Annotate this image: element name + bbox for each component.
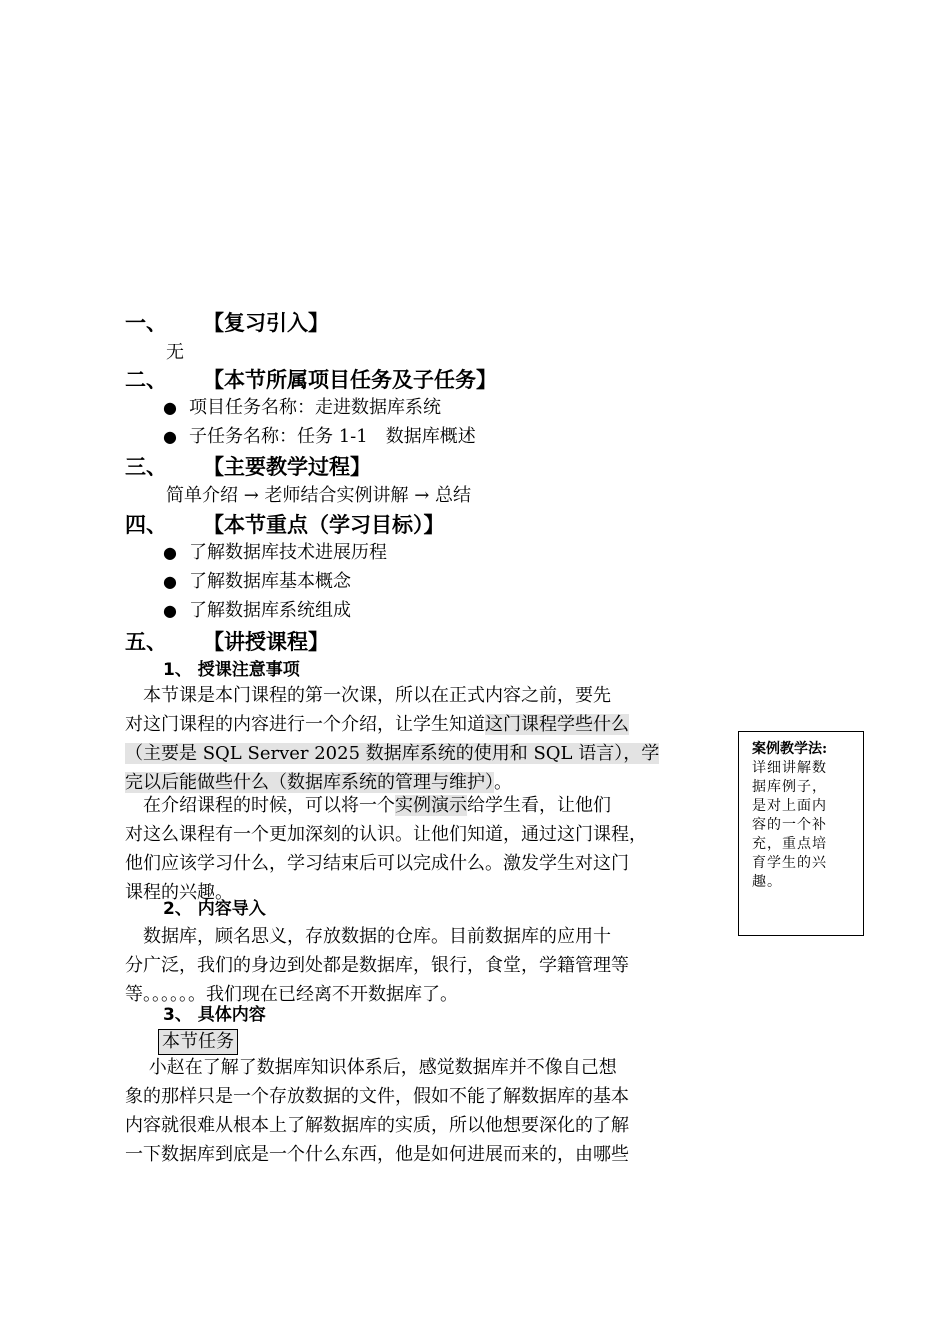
- highlighted-text: （主要是 SQL Server 2025 数据库系统的使用和 SQL 语言），学: [125, 743, 660, 764]
- section-1-body: 无: [166, 342, 184, 363]
- subsection-3-heading: 3、 具体内容: [163, 1005, 266, 1025]
- bullet-item: ● 子任务名称：任务 1-1 数据库概述: [163, 426, 476, 447]
- paragraph-2: 在介绍课程的时候，可以将一个实例演示给学生看，让他们 对这么课程有一个更加深刻的认识。让他们知道，通过这门课程， 他们应该学习什么，学习结束后可以完成什么。激发学生对这门 课程的兴趣。: [125, 795, 647, 903]
- paragraph-3: 数据库，顾名思义，存放数据的仓库。目前数据库的应用十 分广泛，我们的身边到处都是数据库，银行，食堂，学籍管理等 等。。。。。。我们现在已经离不开数据库了。: [125, 926, 629, 1005]
- section-title: 【复习引入】: [203, 311, 329, 335]
- section-number: 五、: [125, 630, 167, 654]
- section-number: 四、: [125, 513, 167, 537]
- section-3-heading: [125, 453, 371, 481]
- section-4-heading: [125, 511, 445, 539]
- subsection-2-heading: 2、 内容导入: [163, 899, 266, 919]
- section-1-heading: [125, 309, 329, 337]
- section-title: 【本节重点（学习目标）】: [203, 513, 445, 537]
- highlighted-text: 完以后能做些什么（数据库系统的管理与维护）: [125, 772, 494, 793]
- section-number: 一、: [125, 311, 167, 335]
- section-title: 【本节所属项目任务及子任务】: [203, 368, 497, 392]
- section-number: 三、: [125, 455, 167, 479]
- bullet-icon: ●: [163, 427, 177, 446]
- bullet-item: ● 了解数据库基本概念: [163, 571, 351, 592]
- bullet-item: ● 项目任务名称：走进数据库系统: [163, 397, 441, 418]
- section-3-body: 简单介绍 → 老师结合实例讲解 → 总结: [166, 485, 472, 506]
- paragraph-1: 本节课是本门课程的第一次课，所以在正式内容之前，要先 对这门课程的内容进行一个介绍，让学生知道这门课程学些什么 （主要是 SQL Server 2025 数据库系统的使用和 SQL 语言），学 完以后能做些什么（数据库系统的管理与维护）。: [125, 685, 660, 793]
- paragraph-4: 小赵在了解了数据库知识体系后，感觉数据库并不像自己想 象的那样只是一个存放数据的文件，假如不能了解数据库的基本 内容就很难从根本上了解数据库的实质，所以他想要深化的了解 一下数据库到底是一个什么东西，他是如何进展而来的，由哪些: [125, 1057, 629, 1165]
- bullet-icon: ●: [163, 601, 177, 620]
- bullet-item: ● 了解数据库技术进展历程: [163, 542, 387, 563]
- section-5-heading: [125, 628, 329, 656]
- bullet-icon: ●: [163, 543, 177, 562]
- bullet-icon: ●: [163, 398, 177, 417]
- section-2-heading: [125, 366, 497, 394]
- side-note-box: 案例教学法: 详细讲解数 据库例子， 是对上面内 容的一个补 充，重点培 育学生的兴 趣。: [738, 731, 864, 936]
- highlighted-text: 实例演示: [395, 795, 467, 816]
- subsection-1-heading: 1、 授课注意事项: [163, 660, 300, 680]
- bullet-icon: ●: [163, 572, 177, 591]
- section-title: 【主要教学过程】: [203, 455, 371, 479]
- bullet-item: ● 了解数据库系统组成: [163, 600, 351, 621]
- section-title: 【讲授课程】: [203, 630, 329, 654]
- side-note-title: 案例教学法:: [752, 741, 828, 757]
- task-label-box: 本节任务: [158, 1029, 238, 1055]
- highlighted-text: 这门课程学些什么: [485, 714, 629, 735]
- section-number: 二、: [125, 368, 167, 392]
